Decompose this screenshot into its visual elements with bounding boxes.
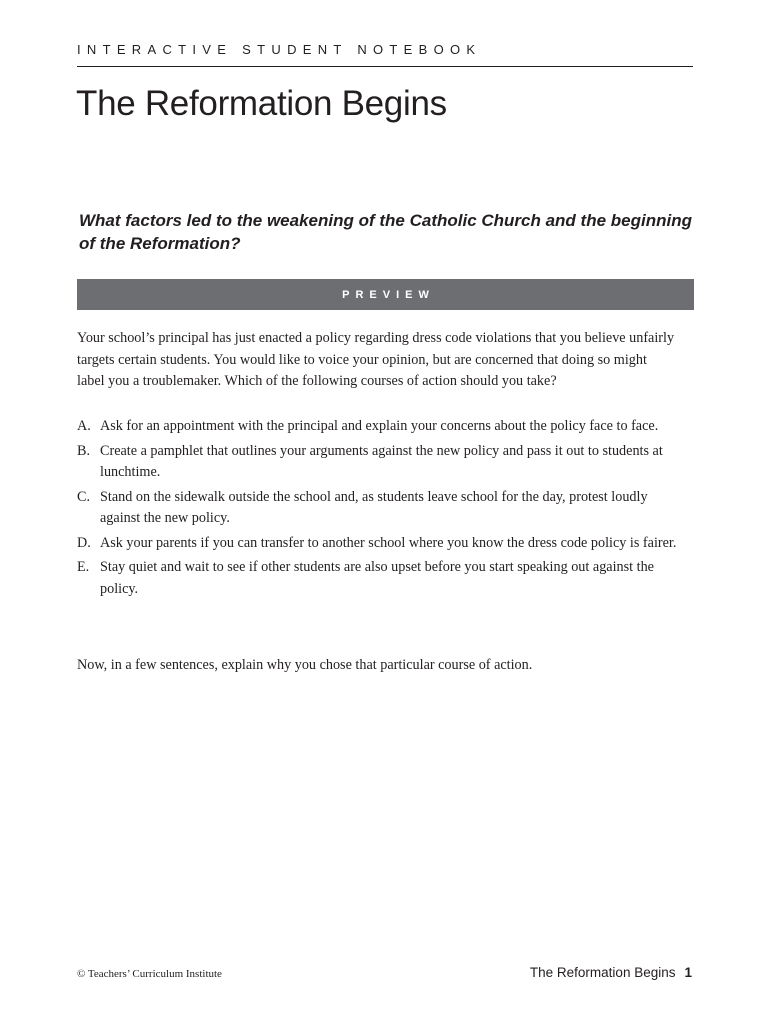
- preview-section-banner: [77, 279, 694, 310]
- notebook-header-label: INTERACTIVE STUDENT NOTEBOOK: [77, 42, 482, 57]
- footer-running-head: [530, 965, 692, 980]
- choice-letter: B.: [77, 442, 91, 459]
- choice-text: Ask for an appointment with the principal and explain your concerns about the policy face to face.: [100, 418, 659, 434]
- page-number: 1: [684, 965, 692, 980]
- choice-item-a: [77, 416, 677, 438]
- choice-letter: A.: [77, 418, 91, 434]
- footer-copyright: © Teachers’ Curriculum Institute: [77, 968, 222, 980]
- page-title: The Reformation Begins: [76, 84, 447, 123]
- choice-text: Ask your parents if you can transfer to another school where you know the dress code policy is fairer.: [100, 534, 677, 551]
- choice-item-c: [77, 487, 677, 530]
- closing-prompt: Now, in a few sentences, explain why you chose that particular course of action.: [77, 657, 533, 673]
- choice-letter: E.: [77, 559, 90, 575]
- header-divider: [77, 66, 693, 67]
- choice-letter: D.: [77, 534, 91, 551]
- footer-running-title: The Reformation Begins: [529, 965, 676, 980]
- choice-item-d: [77, 533, 677, 555]
- choice-text: Stay quiet and wait to see if other students are also upset before you start speaking out against the policy.: [100, 559, 654, 597]
- essential-question: What factors led to the weakening of the Catholic Church and the beginning of the Reformation?: [79, 211, 692, 253]
- intro-paragraph: Your school’s principal has just enacted a policy regarding dress code violations that you believe unfairly targets certain students. You would like to voice your opinion, but are concerned that doing so might label you a troublemaker. Which of the following courses of action should you take?: [77, 330, 675, 389]
- choice-text: Create a pamphlet that outlines your arguments against the new policy and pass it out to students at lunchtime.: [100, 442, 663, 480]
- preview-banner-label: PREVIEW: [342, 288, 435, 301]
- choice-letter: C.: [77, 488, 91, 505]
- choice-text: Stand on the sidewalk outside the school and, as students leave school for the day, protest loudly against the new policy.: [100, 488, 648, 526]
- choice-item-b: [77, 441, 677, 484]
- choice-item-e: [77, 557, 677, 600]
- choice-list: [77, 416, 677, 603]
